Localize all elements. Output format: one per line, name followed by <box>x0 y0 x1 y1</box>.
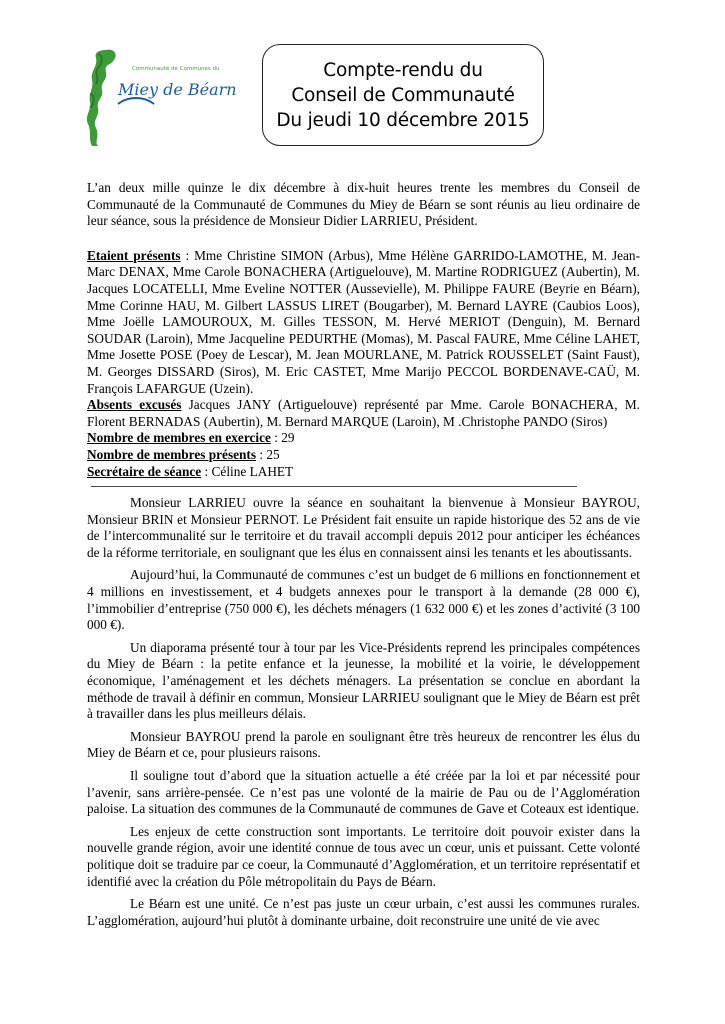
body-paragraph: Le Béarn est une unité. Ce n’est pas juste un cœur urbain, c’est aussi les communes rurales. L’agglomération, aujourd’hui plutôt à dominante urbaine, doit reconstruire une unité de vie avec <box>87 896 640 928</box>
presents-label: Etaient présents <box>87 247 181 263</box>
logo-small-text: Communauté de Communes du <box>132 66 220 72</box>
excuses-paragraph <box>87 397 640 430</box>
title-box <box>262 44 544 146</box>
exercice-label: Nombre de membres en exercice <box>87 430 271 446</box>
body-paragraph: Monsieur BAYROU prend la parole en soulignant être très heureux de rencontrer les élus du Miey de Béarn et ce, pour plusieurs raisons. <box>87 728 640 761</box>
body-paragraph: Les enjeux de cette construction sont importants. Le territoire doit pouvoir exister dans la nouvelle grande région, avoir une identité connue de tous avec un cœur, unis et puissant. Cette volonté politique doit se traduire par ce coeur, la Communauté d’Agglomération, et un territoire représentatif et identifié avec la création du Pôle métropolitain du Pays de Béarn. <box>87 823 640 889</box>
secretaire-line <box>87 464 640 481</box>
logo <box>84 44 237 148</box>
presents-paragraph <box>87 248 640 397</box>
section-divider <box>91 486 577 487</box>
membres-presents-value: : 25 <box>256 446 280 462</box>
membres-presents-line <box>87 447 640 464</box>
logo-name: Miey de Béarn <box>118 80 237 99</box>
title-line-2: Conseil de Communauté <box>291 84 515 106</box>
excuses-list: Jacques JANY (Artiguelouve) représenté par Mme. Carole BONACHERA, M. Florent BERNADAS (Aubertin), M. Bernard MARQUE (Laroin), M .Christophe PANDO (Siros) <box>87 397 640 429</box>
document-body <box>87 180 640 929</box>
body-paragraph: Monsieur LARRIEU ouvre la séance en souhaitant la bienvenue à Monsieur BAYROU, Monsieur BRIN et Monsieur PERNOT. Le Président fait ensuite un rapide historique des 52 ans de vie de l’intercommunalité sur le territoire et du travail accompli depuis 2012 pour anticiper les échéances de la réforme territoriale, en soulignant que les élus en connaissent ainsi les tenants et les aboutissants. <box>87 495 640 560</box>
secretaire-label: Secrétaire de séance <box>87 463 202 479</box>
presents-sep: : <box>180 247 195 263</box>
body-paragraph: Un diaporama présenté tour à tour par les Vice-Présidents reprend les principales compétences du Miey de Béarn : la petite enfance et la jeunesse, la mobilité et la voirie, le développement économique, l’aménagement et les déchets ménagers. La présentation se conclue en abordant la méthode de travail à définir en commun, Monsieur LARRIEU soulignant que le Miey de Béarn est prêt à travailler dans les plus meilleurs délais. <box>87 639 640 722</box>
secretaire-value: : Céline LAHET <box>201 463 294 479</box>
intro-paragraph: L’an deux mille quinze le dix décembre à dix-huit heures trente les membres du Conseil de Communauté de la Communauté de Communes du Miey de Béarn se sont réunis au lieu ordinaire de leur séance, sous la présidence de Monsieur Didier LARRIEU, Président. <box>87 180 640 229</box>
body-paragraph: Il souligne tout d’abord que la situation actuelle a été créée par la loi et par nécessité pour l’avenir, sans arrière-pensée. Ce n’est pas une volonté de la mairie de Pau ou de l’Agglomération paloise. La situation des communes de la Communauté de communes de Gave et Coteaux est identique. <box>87 768 640 817</box>
exercice-line <box>87 430 640 447</box>
title-line-1: Compte-rendu du <box>323 59 483 81</box>
membres-presents-label: Nombre de membres présents <box>87 446 257 462</box>
body-paragraph: Aujourd’hui, la Communauté de communes c’est un budget de 6 millions en fonctionnement et 4 millions en investissement, et 4 budgets annexes pour le transport à la demande (28 000 €), l’immobilier d’entreprise (750 000 €), les déchets ménagers (1 632 000 €) et les zones d’activité (3 100 000 €). <box>87 567 640 633</box>
excuses-label: Absents excusés <box>87 397 182 413</box>
presents-list: Mme Christine SIMON (Arbus), Mme Hélène GARRIDO-LAMOTHE, M. Jean-Marc DENAX, Mme Carole BONACHERA (Artiguelouve), M. Martine RODRIGUEZ (Aubertin), M. Jacques LOCATELLI, Mme Eveline NOTTER (Aussevielle), M. Philippe FAURE (Beyrie en Béarn), Mme Corinne HAU, M. Gilbert LASSUS LIRET (Bougarber), M. Bernard LAYRE (Caubios Loos), Mme Joëlle LAMOUROUX, M. Gilles TESSON, M. Hervé MERIOT (Denguin), M. Bernard SOUDAR (Laroin), Mme Jacqueline PEDURTHE (Momas), M. Pascal FAURE, Mme Céline LAHET, Mme Josette POSE (Poey de Lescar), M. Jean MOURLANE, M. Patrick ROUSSELET (Saint Faust), M. Georges DISSARD (Siros), M. Eric CASTET, Mme Marijo PECCOL BORDENAVE-CAÜ, M. François LAFARGUE (Uzein). <box>87 247 641 396</box>
title-line-3: Du jeudi 10 décembre 2015 <box>276 109 530 131</box>
exercice-value: : 29 <box>270 430 295 446</box>
